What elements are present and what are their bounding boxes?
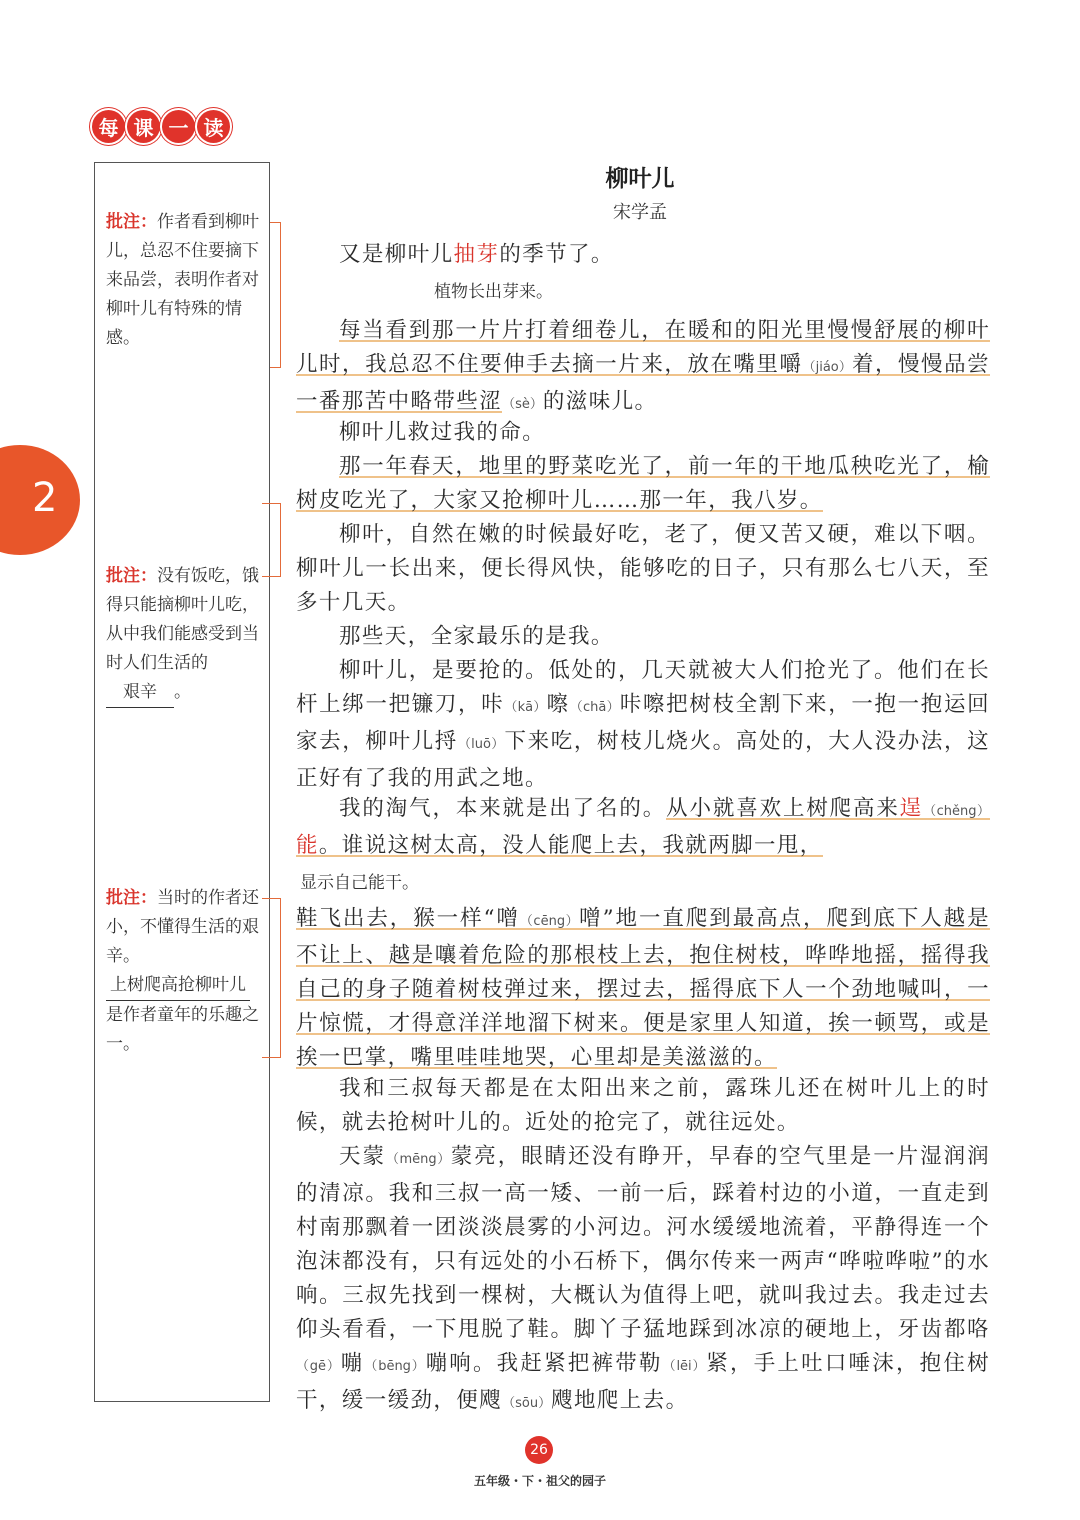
highlighted-text <box>296 906 990 1070</box>
paragraph-9 <box>296 902 990 1075</box>
fill-blank-answer: 上树爬高抢柳叶儿 <box>106 971 250 1001</box>
text-run: 天蒙 <box>339 1144 386 1169</box>
text-run: 的季节了。 <box>499 242 614 267</box>
badge-char: 一 <box>162 110 195 143</box>
text-run: 蒙亮，眼睛还没有睁开，早春的空气里是一片湿润润的清凉。我和三叔一高一矮、一前一后，踩着村边的小道，一直走到村南那飘着一团淡淡晨雾的小河边。河水缓缓地流着，平静得连一个泡沫都没有，只有远处的小石桥下，偶尔传来一两声“哗啦哗啦”的水响。三叔先找到一棵树，大概认为值得上吧，就叫我过去。我走过去仰头看看，一下甩脱了鞋。脚丫子猛地踩到冰凉的硬地上，牙齿都咯 <box>296 1144 990 1342</box>
paragraph-7 <box>296 654 990 796</box>
text-run: 柳叶儿，是要抢的。低处的，几天就被大人们抢光了。他们在长杆上绑一把镰刀，咔 <box>296 658 990 717</box>
paragraph-1 <box>296 238 990 272</box>
paragraph-2 <box>296 314 990 422</box>
annotation-text: 没有饭吃，饿得只能摘柳叶儿吃，从中我们能感受到当时人们生活的 <box>106 566 259 673</box>
annotation-connector <box>262 503 281 577</box>
pinyin: （sōu） <box>502 1396 552 1411</box>
glossed-word: 能 <box>296 833 319 858</box>
pinyin: （lēi） <box>662 1359 707 1374</box>
unit-number: 2 <box>32 475 58 521</box>
paragraph-4 <box>296 450 990 518</box>
text-run: 下来吃，树枝儿烧火。高处的，大人没办法，这正好有了我的用武之地。 <box>296 729 991 791</box>
text-run: 着，慢慢品尝一番那苦中略带些涩 <box>296 352 990 414</box>
fill-blank-answer: 艰辛 <box>106 678 174 708</box>
badge-char: 读 <box>197 110 230 143</box>
annotation-2 <box>106 562 264 708</box>
paragraph-11 <box>296 1140 990 1421</box>
text-run: 的滋味儿。 <box>542 389 658 414</box>
text-run: 飕地爬上去。 <box>551 1388 689 1413</box>
annotation-connector <box>262 898 281 1058</box>
pinyin: （chā） <box>569 700 620 715</box>
word-gloss: 显示自己能干。 <box>300 873 419 893</box>
text-run: 嘣响。我赶紧把裤带勒 <box>425 1351 663 1376</box>
text-run: 嘣 <box>340 1351 365 1376</box>
article-title: 柳叶儿 <box>605 166 675 192</box>
annotation-tag: 批注： <box>106 566 157 586</box>
paragraph-6: 那些天，全家最乐的是我。 <box>339 624 614 649</box>
page-number: 26 <box>525 1436 553 1464</box>
text-run: 鞋飞出去，猴一样“噌 <box>296 906 520 931</box>
text-run: 咔嚓把树枝全割下来，一抱一抱运回家去，柳叶儿捋 <box>296 692 990 754</box>
paragraph-5: 柳叶，自然在嫩的时候最好吃，老了，便又苦又硬，难以下咽。柳叶儿一长出来，便长得风快，能够吃的日子，只有那么七八天，至多十几天。 <box>296 522 990 615</box>
glossed-word: 抽芽 <box>453 242 500 267</box>
highlighted-text: 那一年春天，地里的野菜吃光了，前一年的干地瓜秧吃光了，榆树皮吃光了，大家又抢柳叶儿……那一年，我八岁。 <box>296 454 990 513</box>
text-run: 噌”地一直爬到最高点，爬到底下人越是不让上、越是嚷着危险的那根枝上去，抱住树枝，哗哗地摇，摇得我自己的身子随着树枝弹过来，摆过去，摇得底下人一个劲地喊叫，一片惊慌，才得意洋洋地溜下树来。便是家里人知道，挨一顿骂，或是挨一巴掌，嘴里哇哇地哭，心里却是美滋滋的。 <box>296 906 991 1070</box>
annotation-1 <box>106 208 264 353</box>
annotation-tag: 批注： <box>106 888 157 908</box>
annotation-text: 。 <box>174 682 191 702</box>
glossed-word: 逞 <box>899 796 924 821</box>
pinyin: （bēng） <box>364 1359 426 1374</box>
annotation-text: 当时的作者还小，不懂得生活的艰辛。 <box>106 888 259 966</box>
text-run: 从小就喜欢上树爬高来 <box>666 796 900 821</box>
text-run: 我的淘气，本来就是出了名的。 <box>339 796 667 821</box>
text-run: 每当看到那一片片打着细卷儿，在暖和的阳光里慢慢舒展的柳叶儿时，我总忍不住要伸手去摘一片来，放在嘴里嚼 <box>296 318 990 377</box>
pinyin: （kā） <box>504 700 547 715</box>
paragraph-10: 我和三叔每天都是在太阳出来之前，露珠儿还在树叶儿上的时候，就去抢树叶儿的。近处的抢完了，就往远处。 <box>296 1076 990 1135</box>
annotation-tag: 批注： <box>106 212 157 232</box>
pinyin: （chěng） <box>923 804 990 819</box>
pinyin: （gē） <box>296 1359 341 1374</box>
annotation-3 <box>106 884 264 1059</box>
article-author: 宋学孟 <box>613 202 667 223</box>
pinyin: （luō） <box>457 737 505 752</box>
text-run: 。谁说这树太高，没人能爬上去，我就两脚一甩， <box>318 833 823 858</box>
annotation-text: 作者看到柳叶儿，总忍不住要摘下来品尝，表明作者对柳叶儿有特殊的情感。 <box>106 212 259 348</box>
badge-char: 每 <box>92 110 125 143</box>
pinyin: （cēng） <box>519 914 580 929</box>
annotation-connector <box>270 222 281 368</box>
footer-caption: 五年级・下・祖父的园子 <box>473 1474 606 1488</box>
badge-char: 课 <box>127 110 160 143</box>
text-run: 又是柳叶儿 <box>339 242 454 267</box>
text-run: 嚓 <box>546 692 570 717</box>
annotation-text: 是作者童年的乐趣之一。 <box>106 1005 259 1054</box>
text-run: 紧，手上吐口唾沫，抱住树干，缓一缓劲，便飕 <box>296 1351 990 1413</box>
pinyin: （mēng） <box>385 1152 451 1167</box>
unit-tab <box>0 445 80 555</box>
word-gloss: 植物长出芽来。 <box>434 282 553 302</box>
pinyin: （sè） <box>502 397 543 412</box>
lesson-badges <box>92 110 230 143</box>
pinyin: （jiáo） <box>802 360 852 375</box>
paragraph-8 <box>296 792 990 863</box>
paragraph-3: 柳叶儿救过我的命。 <box>339 420 546 445</box>
